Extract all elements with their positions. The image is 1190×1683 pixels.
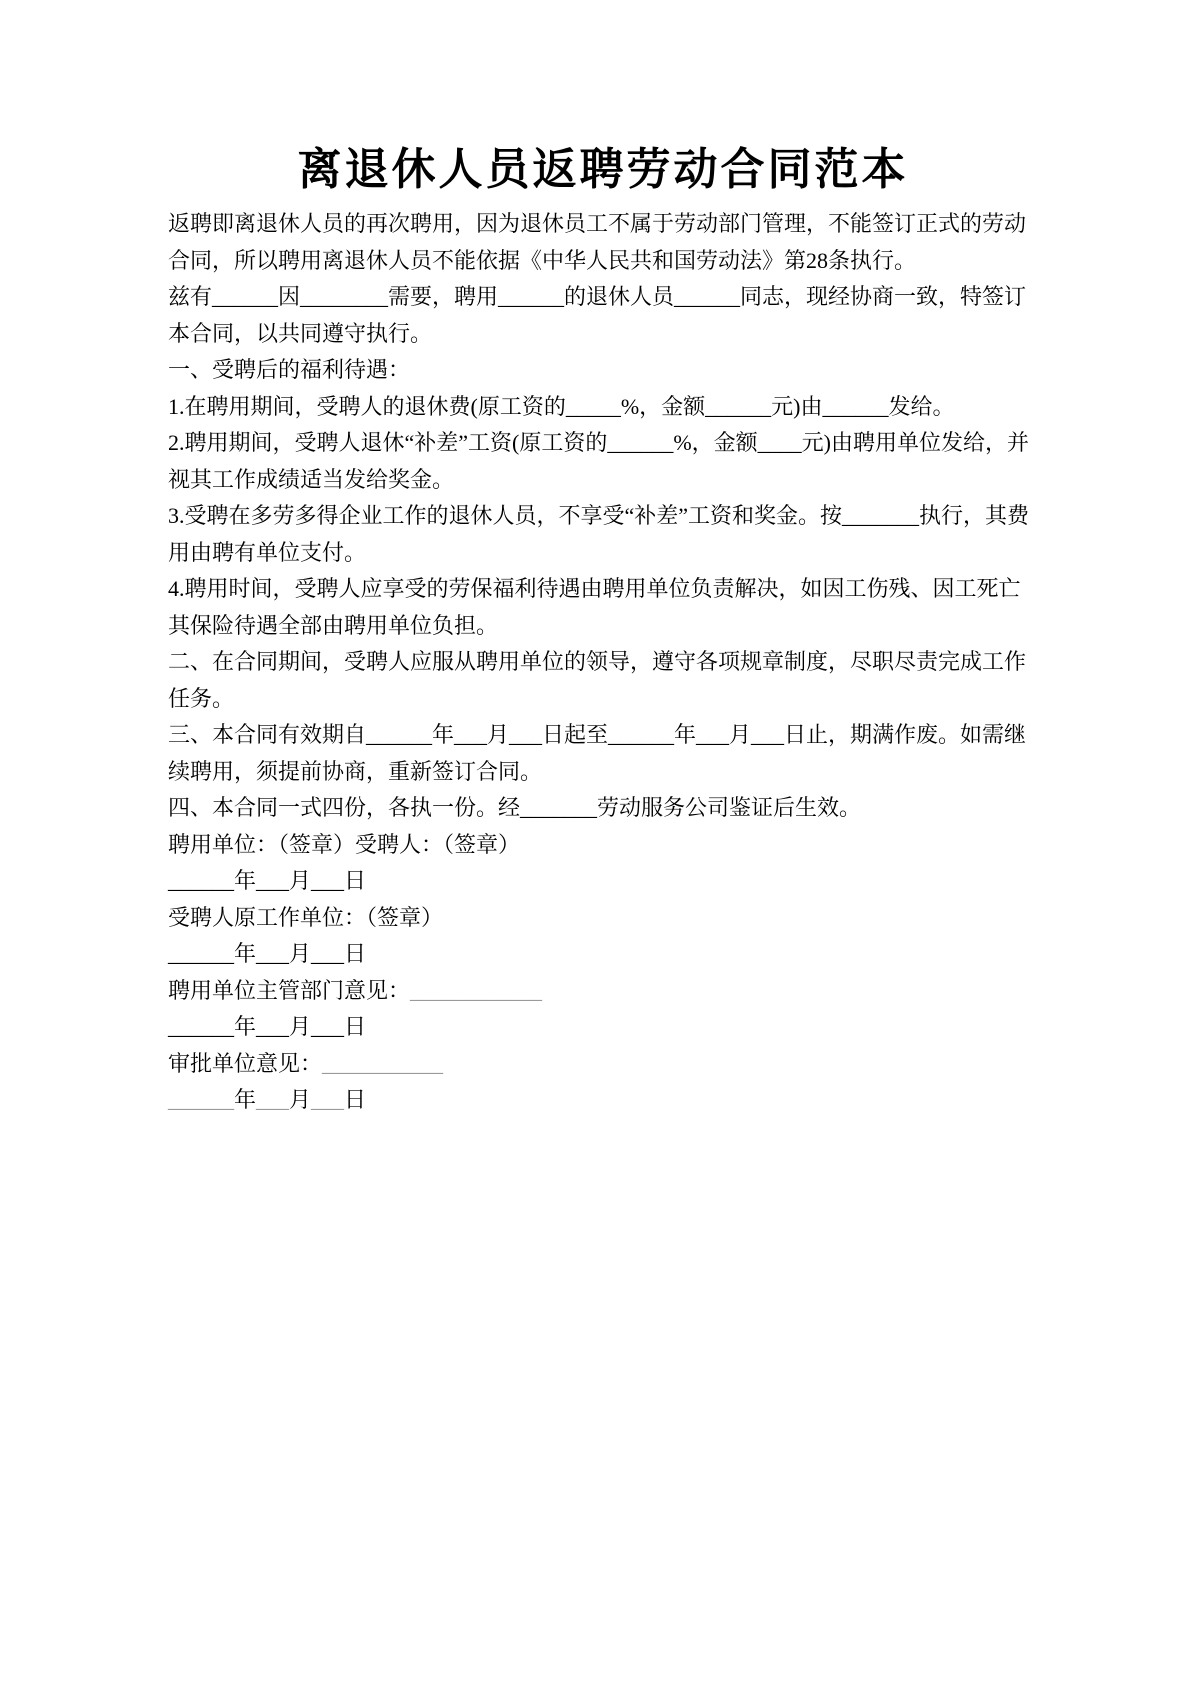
approval-opinion-line: [168, 1046, 1038, 1083]
signature-date-4: [168, 1082, 1038, 1119]
signature-date-1: ______年___月___日: [168, 868, 367, 893]
supervisor-opinion-label: 聘用单位主管部门意见：: [168, 977, 411, 1003]
date-4-day-label: 日: [344, 1087, 367, 1112]
section-validity-period: 三、本合同有效期自______年___月___日起至______年___月___日止，期满作废。如需继续聘用，须提前协商，重新签订合同。: [168, 722, 1027, 784]
date-4-day-blank: ___: [311, 1087, 345, 1112]
section-copies-notarization: 四、本合同一式四份，各执一份。经_______劳动服务公司鉴证后生效。: [168, 795, 862, 820]
document-title: 离退休人员返聘劳动合同范本: [297, 145, 909, 194]
signature-date-2: ______年___月___日: [168, 941, 367, 966]
approval-opinion-label: 审批单位意见：: [168, 1050, 323, 1076]
date-4-month-label: 月: [289, 1087, 312, 1112]
signature-original-unit-line: 受聘人原工作单位：（签章）: [168, 904, 444, 930]
clause-wage-subsidy: 2.聘用期间，受聘人退休“补差”工资(原工资的______%，金额____元)由聘用单位发给，并视其工作成绩适当发给奖金。: [168, 430, 1030, 492]
document-body: [168, 206, 1038, 1119]
section-benefits-heading: 一、受聘后的福利待遇：: [168, 357, 411, 382]
supervisor-opinion-line: [168, 973, 1038, 1010]
parties-clause: 兹有______因________需要，聘用______的退休人员______同志，现经协商一致，特签订本合同，以共同遵守执行。: [168, 284, 1027, 346]
intro-paragraph: 返聘即离退休人员的再次聘用，因为退休员工不属于劳动部门管理，不能签订正式的劳动合同，所以聘用离退休人员不能依据《中华人民共和国劳动法》第28条执行。: [168, 211, 1027, 273]
clause-pension-fee: 1.在聘用期间，受聘人的退休费(原工资的_____%，金额______元)由______发给。: [168, 393, 955, 419]
clause-welfare-insurance: 4.聘用时间，受聘人应享受的劳保福利待遇由聘用单位负责解决，如因工伤残、因工死亡其保险待遇全部由聘用单位负担。: [168, 576, 1021, 638]
approval-opinion-blank: ___________: [322, 1050, 444, 1076]
clause-no-subsidy: 3.受聘在多劳多得企业工作的退休人员，不享受“补差”工资和奖金。按_______执行，其费用由聘有单位支付。: [168, 503, 1030, 565]
section-obligations: 二、在合同期间，受聘人应服从聘用单位的领导，遵守各项规章制度，尽职尽责完成工作任务。: [168, 649, 1027, 711]
date-4-year-label: 年: [234, 1087, 257, 1112]
date-4-year-blank: ______: [168, 1087, 234, 1112]
signature-employer-employee-line: 聘用单位：（签章）受聘人：（签章）: [168, 831, 521, 857]
signature-date-3: ______年___月___日: [168, 1014, 367, 1039]
supervisor-opinion-blank: ____________: [410, 977, 543, 1003]
date-4-month-blank: ___: [256, 1087, 290, 1112]
